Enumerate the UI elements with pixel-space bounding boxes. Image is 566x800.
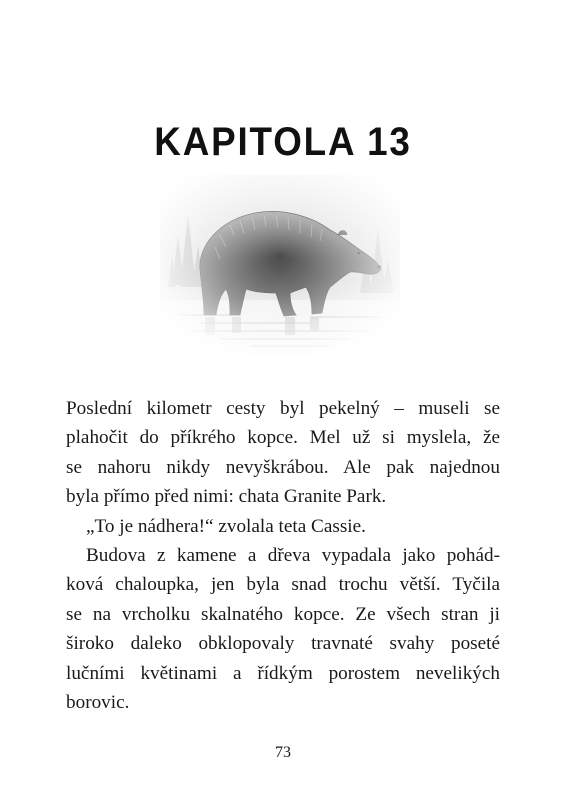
text-line: „To je nádhera!“ zvolala teta Cassie. xyxy=(86,515,366,537)
text-line: lučními květinami a řídkým porostem nevelikých xyxy=(66,662,500,684)
text-line: Poslední kilometr cesty byl pekelný – museli se xyxy=(66,398,500,419)
bear-illustration xyxy=(160,175,400,355)
text-line: ková chaloupka, jen byla snad trochu větší. Tyčila xyxy=(66,574,500,596)
text-line: plahočit do příkrého kopce. Mel už si myslela, že xyxy=(66,427,500,449)
text-line: byla přímo před nimi: chata Granite Park. xyxy=(66,486,387,508)
text-line: široko daleko obklopovaly travnaté svahy poseté xyxy=(66,633,500,655)
text-line: se nahoru nikdy nevyškrábou. Ale pak najednou xyxy=(66,456,500,478)
paragraph-3 xyxy=(66,541,500,717)
chapter-title: KAPITOLA 13 xyxy=(154,120,412,164)
chapter-text xyxy=(66,394,500,717)
page-number: 73 xyxy=(275,744,291,761)
text-line: se na vrcholku skalnatého kopce. Ze všech stran ji xyxy=(66,603,500,625)
paragraph-1 xyxy=(66,394,500,512)
text-line: borovic. xyxy=(66,692,130,714)
text-line: Budova z kamene a dřeva vypadala jako pohád- xyxy=(86,545,500,567)
bear-icon xyxy=(160,175,400,355)
paragraph-2 xyxy=(66,512,500,541)
